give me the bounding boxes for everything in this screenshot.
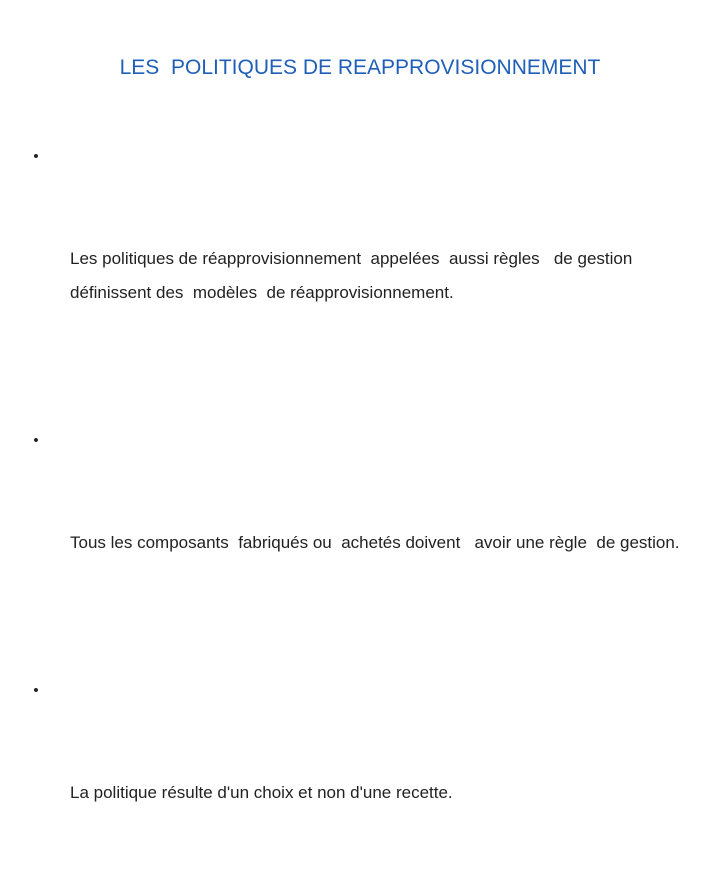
bullet-item bbox=[30, 424, 690, 628]
bullet-list bbox=[30, 140, 690, 878]
bullet-text: Les politiques de réapprovisionnement appelées aussi règles de gestion définissent des modèles de réapprovisionnement. bbox=[70, 249, 642, 302]
slide-title: LES POLITIQUES DE REAPPROVISIONNEMENT bbox=[119, 56, 601, 79]
bullet-point-icon: • bbox=[33, 432, 39, 449]
bullet-text: Tous les composants fabriqués ou achetés doivent avoir une règle de gestion. bbox=[70, 533, 680, 552]
bullet-item bbox=[30, 674, 690, 878]
bullet-point-icon: • bbox=[33, 682, 39, 699]
bullet-point-icon: • bbox=[33, 148, 39, 165]
bullet-item bbox=[30, 140, 690, 378]
bullet-text: La politique résulte d'un choix et non d'une recette. bbox=[70, 783, 453, 802]
